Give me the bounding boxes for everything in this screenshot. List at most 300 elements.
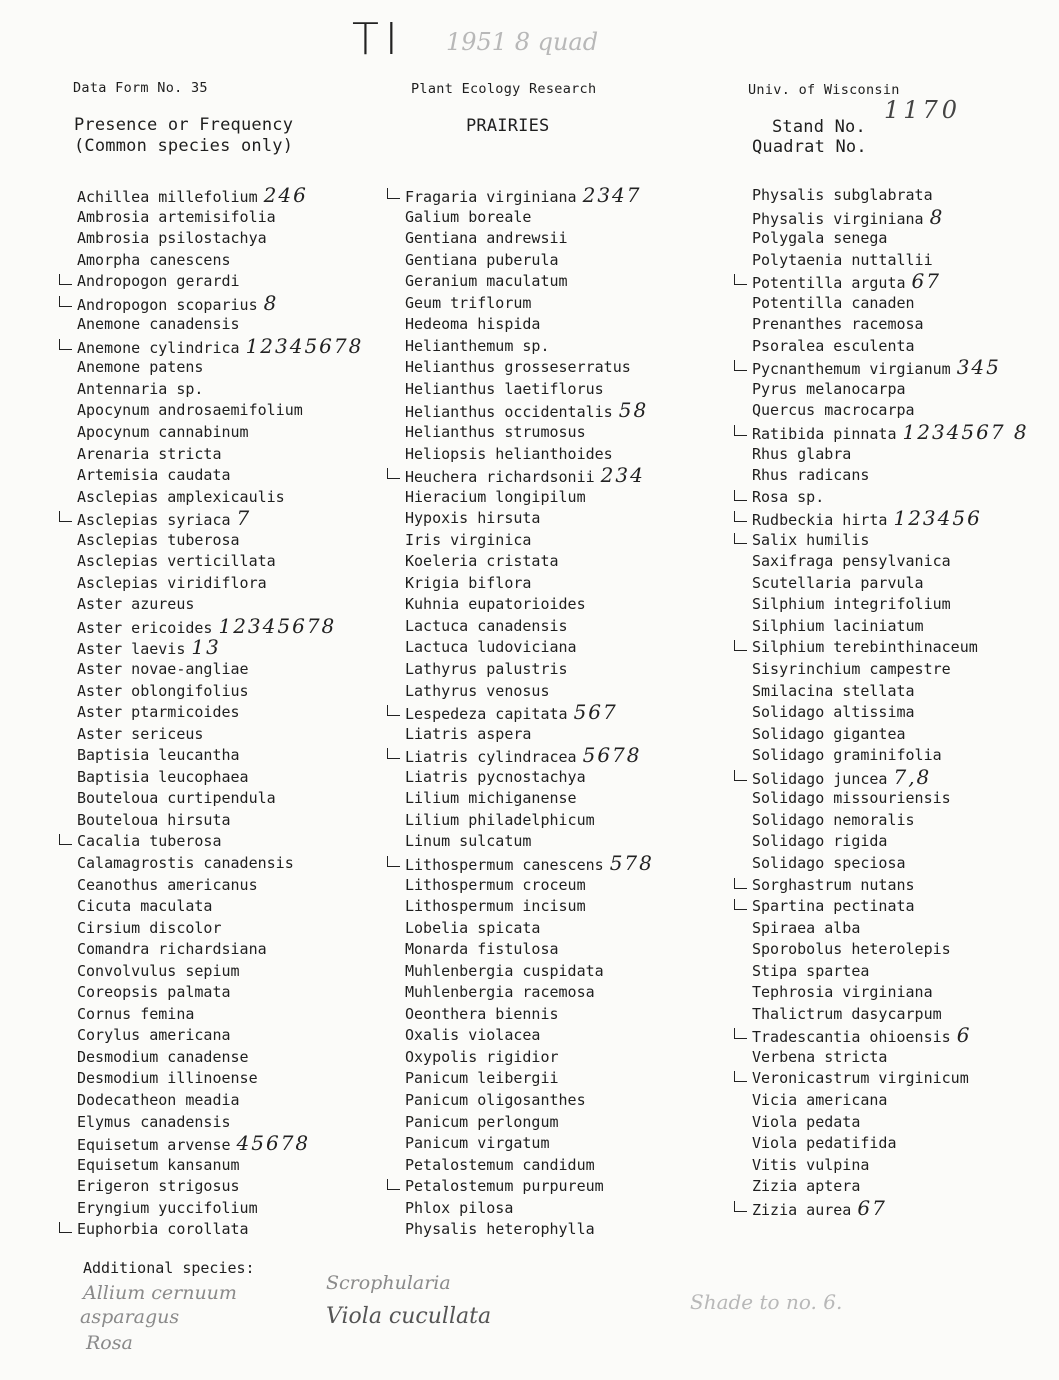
species-row <box>77 573 363 595</box>
species-name: Bouteloua curtipendula <box>77 789 276 808</box>
species-name: Liatris cylindracea <box>405 748 577 767</box>
species-row <box>405 379 654 401</box>
quadrat-frequency-note: 1234567 8 <box>902 420 1029 445</box>
species-row <box>77 185 363 207</box>
additional-handwritten-1: Allium cernuum <box>83 1282 237 1304</box>
species-name: Calamagrostis canadensis <box>77 853 294 872</box>
species-name: Elymus canadensis <box>77 1112 231 1131</box>
species-row <box>77 788 363 810</box>
quadrat-frequency-note: 5678 <box>582 743 642 768</box>
species-name: Cirsium discolor <box>77 918 222 937</box>
species-row <box>752 185 1029 207</box>
species-row <box>405 207 654 229</box>
species-column-1 <box>77 185 363 1241</box>
species-row <box>752 1090 1029 1112</box>
species-name: Asclepias tuberosa <box>77 530 240 549</box>
species-row <box>752 853 1029 875</box>
species-row <box>77 613 363 638</box>
species-name: Rhus radicans <box>752 466 870 485</box>
species-row <box>77 982 363 1004</box>
species-row <box>77 530 363 552</box>
species-name: Anemone patens <box>77 358 204 377</box>
species-row <box>752 788 1029 810</box>
species-name: Panicum perlongum <box>405 1112 559 1131</box>
check-mark-icon <box>734 770 747 781</box>
species-name: Asclepias syriaca <box>77 511 231 530</box>
species-name: Dodecatheon meadia <box>77 1090 240 1109</box>
species-name: Hedeoma hispida <box>405 315 541 334</box>
species-row <box>405 918 654 940</box>
species-name: Andropogon gerardi <box>77 272 240 291</box>
species-row <box>77 918 363 940</box>
species-row <box>405 573 654 595</box>
species-name: Geum triflorum <box>405 293 532 312</box>
species-name: Galium boreale <box>405 207 532 226</box>
species-row <box>77 508 363 530</box>
species-name: Rosa sp. <box>752 487 825 506</box>
species-name: Oeonthera biennis <box>405 1004 559 1023</box>
species-name: Solidago missouriensis <box>752 789 951 808</box>
species-name: Rudbeckia hirta <box>752 511 888 530</box>
species-row <box>752 702 1029 724</box>
check-mark-icon <box>734 878 747 889</box>
species-row <box>752 616 1029 638</box>
species-name: Solidago graminifolia <box>752 746 942 765</box>
check-mark-icon <box>734 1201 747 1212</box>
species-row <box>77 1025 363 1047</box>
species-row <box>77 896 363 918</box>
species-row <box>405 637 654 659</box>
check-mark-icon <box>59 1222 72 1233</box>
check-mark-icon <box>387 188 400 199</box>
species-row <box>752 764 1029 789</box>
species-name: Helianthemum sp. <box>405 336 550 355</box>
species-name: Helianthus strumosus <box>405 423 586 442</box>
species-name: Lobelia spicata <box>405 918 541 937</box>
quadrat-frequency-note: 578 <box>609 850 654 875</box>
species-name: Comandra richardsiana <box>77 940 267 959</box>
species-name: Physalis subglabrata <box>752 186 933 204</box>
species-row <box>77 228 363 250</box>
species-row <box>752 1047 1029 1069</box>
species-name: Rhus glabra <box>752 444 852 463</box>
species-name: Veronicastrum virginicum <box>752 1069 969 1088</box>
species-name: Tephrosia virginiana <box>752 983 933 1002</box>
species-name: Monarda fistulosa <box>405 940 559 959</box>
species-row <box>77 357 363 379</box>
species-row <box>752 831 1029 853</box>
species-name: Arenaria stricta <box>77 444 222 463</box>
species-row <box>752 487 1029 509</box>
species-row <box>752 1112 1029 1134</box>
species-row <box>77 551 363 573</box>
species-row <box>405 896 654 918</box>
species-name: Silphium integrifolium <box>752 595 951 614</box>
species-name: Krigia biflora <box>405 573 532 592</box>
species-name: Anemone cylindrica <box>77 338 240 357</box>
species-row <box>405 875 654 897</box>
species-name: Gentiana andrewsii <box>405 229 568 248</box>
species-name: Phlox pilosa <box>405 1198 514 1217</box>
species-row <box>752 400 1029 422</box>
check-mark-icon <box>734 511 747 522</box>
species-row <box>405 1176 654 1198</box>
check-mark-icon <box>734 274 747 285</box>
species-name: Prenanthes racemosa <box>752 315 924 334</box>
species-name: Asclepias amplexicaulis <box>77 487 285 506</box>
species-name: Scutellaria parvula <box>752 573 924 592</box>
species-name: Ceanothus americanus <box>77 875 258 894</box>
species-row <box>77 465 363 487</box>
species-row <box>752 637 1029 659</box>
check-mark-icon <box>387 705 400 716</box>
species-row <box>752 810 1029 832</box>
species-row <box>405 293 654 315</box>
species-row <box>752 379 1029 401</box>
check-mark-icon <box>59 274 72 285</box>
species-name: Spiraea alba <box>752 918 861 937</box>
species-name: Fragaria virginiana <box>405 188 577 206</box>
check-mark-icon <box>387 856 400 867</box>
species-name: Oxalis violacea <box>405 1026 541 1045</box>
species-name: Andropogon scoparius <box>77 295 258 314</box>
species-row <box>405 551 654 573</box>
species-row <box>752 293 1029 315</box>
species-name: Solidago nemoralis <box>752 810 915 829</box>
stand-number-label: Stand No. <box>772 117 866 137</box>
species-name: Zizia aptera <box>752 1177 861 1196</box>
species-row <box>77 314 363 336</box>
species-name: Eryngium yuccifolium <box>77 1198 258 1217</box>
species-row <box>77 831 363 853</box>
species-row <box>405 745 654 767</box>
species-row <box>77 1068 363 1090</box>
species-name: Solidago gigantea <box>752 724 906 743</box>
species-row <box>405 1090 654 1112</box>
quadrat-frequency-note: 345 <box>956 355 1001 380</box>
species-row <box>752 982 1029 1004</box>
species-name: Asclepias viridiflora <box>77 573 267 592</box>
research-title: Plant Ecology Research <box>411 81 597 97</box>
species-row <box>405 185 654 207</box>
species-name: Panicum oligosanthes <box>405 1090 586 1109</box>
species-row <box>77 333 364 358</box>
species-name: Potentilla canaden <box>752 293 915 312</box>
species-name: Solidago rigida <box>752 832 888 851</box>
form-number: Data Form No. 35 <box>73 80 208 96</box>
check-mark-icon <box>734 533 747 544</box>
species-name: Aster novae-angliae <box>77 660 249 679</box>
species-row <box>77 1090 363 1112</box>
species-name: Cicuta maculata <box>77 897 213 916</box>
species-name: Ratibida pinnata <box>752 425 897 444</box>
species-row <box>405 594 654 616</box>
check-mark-icon <box>734 640 747 651</box>
species-name: Pyrus melanocarpa <box>752 379 906 398</box>
species-name: Aster azureus <box>77 595 195 614</box>
prairies-heading: PRAIRIES <box>466 116 550 136</box>
species-row <box>752 336 1029 358</box>
species-name: Hypoxis hirsuta <box>405 509 541 528</box>
species-name: Lactuca canadensis <box>405 616 568 635</box>
species-name: Lithospermum croceum <box>405 875 586 894</box>
species-row <box>77 444 363 466</box>
species-row <box>752 724 1029 746</box>
check-mark-icon <box>387 748 400 759</box>
species-row <box>405 250 654 272</box>
species-row <box>752 465 1029 487</box>
species-name: Lespedeza capitata <box>405 705 568 724</box>
species-name: Apocynum androsaemifolium <box>77 401 303 420</box>
species-row <box>405 831 654 853</box>
species-row <box>77 659 363 681</box>
species-name: Viola pedatifida <box>752 1134 897 1153</box>
quadrat-frequency-note: 67 <box>911 269 941 294</box>
species-row <box>77 207 363 229</box>
species-name: Anemone canadensis <box>77 315 240 334</box>
species-row <box>752 204 1029 229</box>
species-row <box>405 702 654 724</box>
species-name: Heuchera richardsonii <box>405 468 595 487</box>
species-row <box>752 1004 1029 1026</box>
species-row <box>752 551 1029 573</box>
quadrat-frequency-note: 8 <box>929 204 945 229</box>
species-row <box>752 745 1029 767</box>
species-name: Muhlenbergia cuspidata <box>405 961 604 980</box>
species-name: Ambrosia artemisifolia <box>77 207 276 226</box>
species-name: Kuhnia eupatorioides <box>405 595 586 614</box>
species-row <box>405 1068 654 1090</box>
additional-handwritten-4: Scrophularia <box>326 1272 451 1294</box>
quadrat-frequency-note: 234 <box>600 463 645 488</box>
species-name: Erigeron strigosus <box>77 1177 240 1196</box>
species-name: Apocynum cannabinum <box>77 423 249 442</box>
species-row <box>77 724 363 746</box>
quadrat-frequency-note: 8 <box>263 290 279 315</box>
species-row <box>752 250 1029 272</box>
quadrat-frequency-note: 246 <box>263 183 308 207</box>
check-mark-icon <box>734 1028 747 1039</box>
check-mark-icon <box>59 296 72 307</box>
species-name: Cacalia tuberosa <box>77 832 222 851</box>
species-name: Petalostemum purpureum <box>405 1177 604 1196</box>
species-row <box>752 1025 1029 1047</box>
species-row <box>752 659 1029 681</box>
species-row <box>405 487 654 509</box>
species-name: Gentiana puberula <box>405 250 559 269</box>
species-row <box>77 1004 363 1026</box>
species-row <box>77 422 363 444</box>
species-row <box>752 594 1029 616</box>
additional-handwritten-5: Viola cucullata <box>326 1304 492 1329</box>
species-column-2 <box>405 185 654 1241</box>
check-mark-icon <box>734 1071 747 1082</box>
species-name: Antennaria sp. <box>77 379 204 398</box>
quadrat-frequency-note: 123456 <box>893 506 982 531</box>
species-row <box>77 487 363 509</box>
species-row <box>405 444 654 466</box>
check-mark-icon <box>734 360 747 371</box>
species-name: Lathyrus venosus <box>405 681 550 700</box>
species-row <box>405 357 654 379</box>
quadrat-frequency-note: 58 <box>618 398 649 423</box>
species-row <box>405 465 654 487</box>
species-row <box>405 314 654 336</box>
species-row <box>752 1155 1029 1177</box>
species-row <box>752 896 1029 918</box>
species-row <box>752 508 1029 530</box>
species-row <box>77 745 363 767</box>
species-name: Oxypolis rigidior <box>405 1047 559 1066</box>
check-mark-icon <box>59 511 72 522</box>
species-row <box>405 336 654 358</box>
species-row <box>405 1133 654 1155</box>
species-name: Aster sericeus <box>77 724 204 743</box>
check-mark-icon <box>734 490 747 501</box>
species-name: Lilium philadelphicum <box>405 810 595 829</box>
species-name: Salix humilis <box>752 530 870 549</box>
species-row <box>405 810 654 832</box>
species-name: Heliopsis helianthoides <box>405 444 613 463</box>
species-name: Euphorbia corollata <box>77 1220 249 1239</box>
species-row <box>405 1155 654 1177</box>
species-name: Petalostemum candidum <box>405 1155 595 1174</box>
check-mark-icon <box>734 899 747 910</box>
species-row <box>77 290 363 315</box>
species-row <box>405 939 654 961</box>
species-name: Artemisia caudata <box>77 466 231 485</box>
species-row <box>405 508 654 530</box>
species-name: Helianthus grosseserratus <box>405 358 631 377</box>
species-name: Vitis vulpina <box>752 1155 870 1174</box>
species-row <box>77 1047 363 1069</box>
species-row <box>405 1112 654 1134</box>
species-row <box>77 961 363 983</box>
species-name: Psoralea esculenta <box>752 336 915 355</box>
species-name: Lactuca ludoviciana <box>405 638 577 657</box>
species-name: Lithospermum incisum <box>405 897 586 916</box>
species-name: Quercus macrocarpa <box>752 401 915 420</box>
stand-number-value: 1170 <box>884 96 962 124</box>
species-name: Lithospermum canescens <box>405 855 604 874</box>
species-row <box>77 853 363 875</box>
quadrat-frequency-note: 67 <box>857 1195 887 1220</box>
faint-margin-note: Shade to no. 6. <box>690 1290 843 1314</box>
species-name: Convolvulus sepium <box>77 961 240 980</box>
species-name: Cornus femina <box>77 1004 195 1023</box>
check-mark-icon <box>387 468 400 479</box>
species-name: Solidago altissima <box>752 703 915 722</box>
species-row <box>77 271 363 293</box>
species-row <box>752 939 1029 961</box>
species-row <box>752 422 1029 444</box>
presence-subheading: (Common species only) <box>74 136 294 156</box>
species-row <box>77 681 363 703</box>
species-row <box>752 875 1029 897</box>
species-row <box>405 850 654 875</box>
species-row <box>752 444 1029 466</box>
quadrat-frequency-note: 45678 <box>236 1131 311 1156</box>
species-name: Helianthus laetiflorus <box>405 379 604 398</box>
quadrat-frequency-note: 567 <box>573 700 618 725</box>
species-row <box>405 1198 654 1220</box>
university: Univ. of Wisconsin <box>748 82 900 98</box>
species-name: Baptisia leucantha <box>77 746 240 765</box>
species-row <box>405 961 654 983</box>
species-name: Potentilla arguta <box>752 274 906 293</box>
species-name: Equisetum arvense <box>77 1136 231 1155</box>
species-name: Spartina pectinata <box>752 897 915 916</box>
species-row <box>752 961 1029 983</box>
species-name: Solidago juncea <box>752 769 888 788</box>
check-mark-icon <box>387 1179 400 1190</box>
species-name: Desmodium illinoense <box>77 1069 258 1088</box>
species-name: Silphium terebinthinaceum <box>752 638 978 657</box>
species-row <box>405 530 654 552</box>
species-column-3 <box>752 185 1029 1219</box>
species-name: Aster ptarmicoides <box>77 703 240 722</box>
species-row <box>77 939 363 961</box>
handwritten-year: 1951 8 quad <box>446 28 599 56</box>
species-row <box>752 228 1029 250</box>
quadrat-frequency-note: 2347 <box>582 183 642 207</box>
species-row <box>405 767 654 789</box>
species-name: Sisyrinchium campestre <box>752 660 951 679</box>
species-name: Silphium laciniatum <box>752 616 924 635</box>
species-row <box>77 875 363 897</box>
quadrat-number-label: Quadrat No. <box>752 137 867 157</box>
species-name: Lathyrus palustris <box>405 660 568 679</box>
species-name: Aster laevis <box>77 640 186 659</box>
species-name: Pycnanthemum virgianum <box>752 360 951 379</box>
species-name: Saxifraga pensylvanica <box>752 552 951 571</box>
species-name: Aster ericoides <box>77 618 213 637</box>
species-row <box>405 616 654 638</box>
quadrat-frequency-note: 6 <box>956 1023 972 1048</box>
species-row <box>405 1004 654 1026</box>
species-row <box>405 400 654 422</box>
species-row <box>405 271 654 293</box>
species-name: Geranium maculatum <box>405 272 568 291</box>
species-row <box>77 702 363 724</box>
species-row <box>77 1155 363 1177</box>
species-name: Thalictrum dasycarpum <box>752 1004 942 1023</box>
species-name: Equisetum kansanum <box>77 1155 240 1174</box>
species-name: Aster oblongifolius <box>77 681 249 700</box>
species-row <box>77 594 363 616</box>
quadrat-frequency-note: 7,8 <box>893 764 932 789</box>
species-row <box>752 681 1029 703</box>
species-row <box>752 1133 1029 1155</box>
species-name: Muhlenbergia racemosa <box>405 983 595 1002</box>
species-row <box>752 530 1029 552</box>
species-row <box>77 250 363 272</box>
species-name: Solidago speciosa <box>752 853 906 872</box>
species-row <box>405 724 654 746</box>
species-row <box>77 1198 363 1220</box>
check-mark-icon <box>734 425 747 436</box>
species-name: Smilacina stellata <box>752 681 915 700</box>
species-row <box>77 1133 363 1155</box>
additional-handwritten-3: Rosa <box>86 1332 133 1354</box>
additional-species-label: Additional species: <box>83 1259 255 1277</box>
species-row <box>752 1195 1029 1220</box>
species-name: Zizia aurea <box>752 1200 852 1219</box>
quadrat-frequency-note: 12345678 <box>245 333 364 358</box>
species-name: Physalis heterophylla <box>405 1220 595 1239</box>
species-name: Sporobolus heterolepis <box>752 940 951 959</box>
quadrat-frequency-note: 7 <box>236 506 252 531</box>
